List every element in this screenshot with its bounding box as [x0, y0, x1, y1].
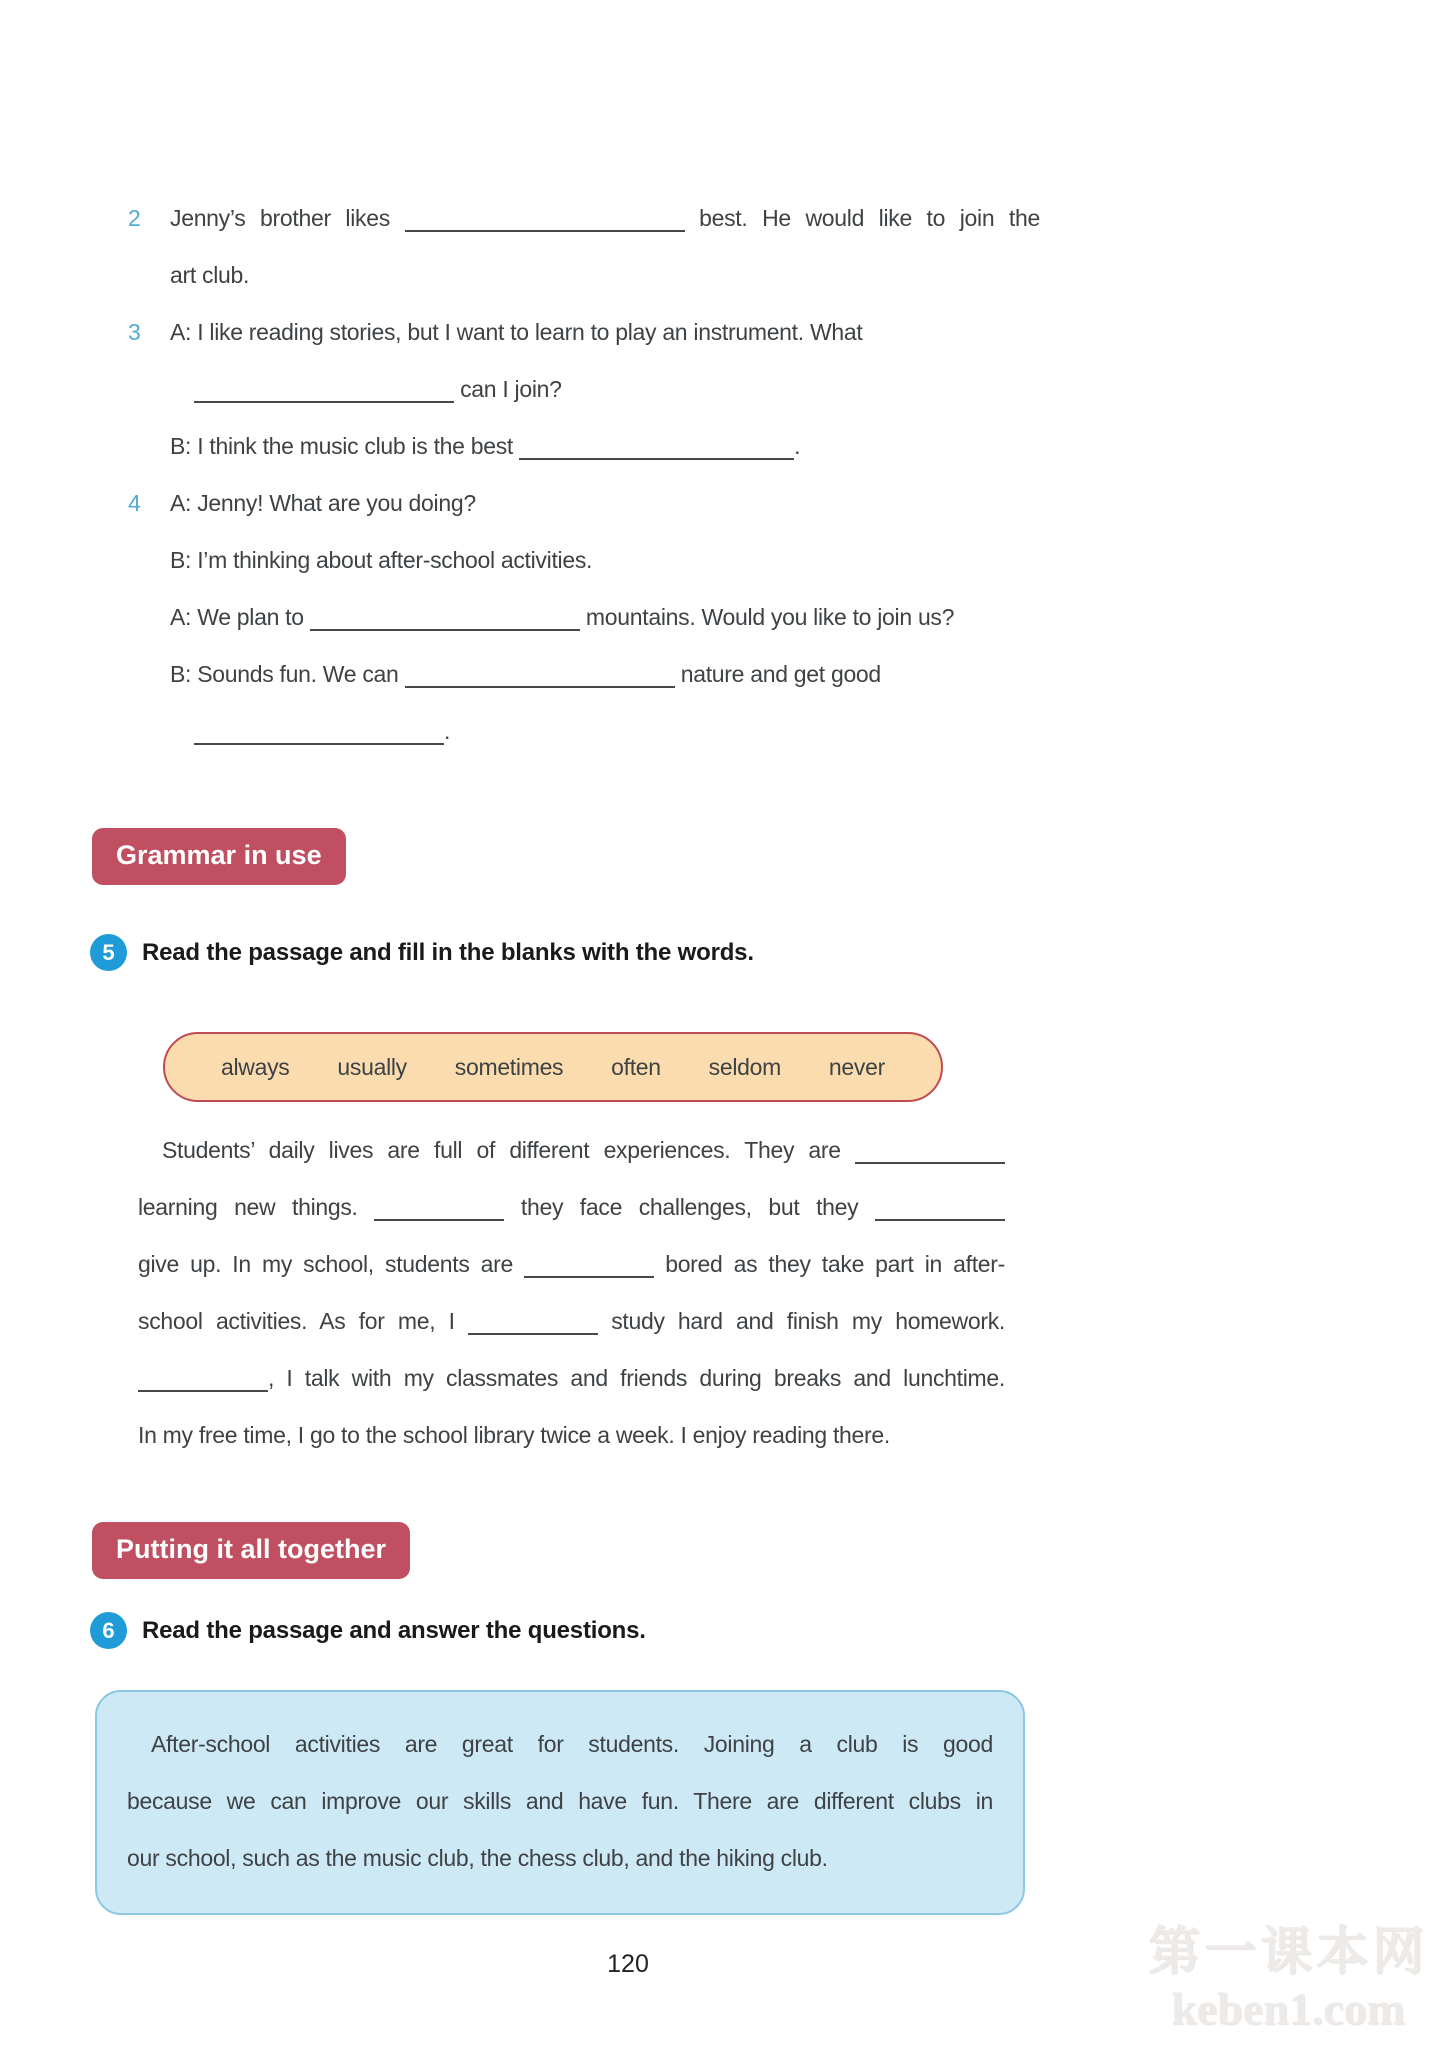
reading-passage-box: [95, 1690, 1025, 1915]
word-bank-item: often: [611, 1053, 661, 1080]
exercise-number-badge: 6: [90, 1612, 127, 1649]
text-line: Jenny’s brother likes best. He would like to join the: [170, 205, 1040, 231]
word-bank-item: seldom: [708, 1053, 782, 1080]
section-badge-putting-it-all-together: Putting it all together: [92, 1522, 410, 1579]
word-bank-item: always: [221, 1053, 290, 1080]
exercise-item: [128, 190, 1040, 304]
text-line: A: We plan to mountains. Would you like to join us?: [170, 604, 955, 630]
text-line: , I talk with my classmates and friends during breaks and lunchtime.: [138, 1350, 1005, 1407]
fill-blank: [468, 1333, 598, 1335]
fill-blank: [855, 1162, 1005, 1164]
text-line: In my free time, I go to the school library twice a week. I enjoy reading there.: [138, 1422, 890, 1448]
item-lines: [170, 304, 1040, 475]
fill-blank: [524, 1276, 654, 1278]
watermark-site-name: 第一课本网: [1147, 1923, 1428, 1981]
fill-blank: [405, 230, 685, 232]
section-badge-grammar-in-use: Grammar in use: [92, 828, 346, 885]
text-line: school activities. As for me, I study hard and finish my homework.: [138, 1308, 1006, 1334]
text-line: Students’ daily lives are full of different experiences. They are: [138, 1122, 1005, 1179]
grammar-passage: [138, 1122, 1005, 1464]
page-number: 120: [607, 1950, 649, 1978]
item-number: 3: [128, 319, 141, 345]
fill-blank: [405, 686, 675, 688]
fill-blank: [374, 1219, 504, 1221]
text-line: A: Jenny! What are you doing?: [170, 490, 476, 516]
exercise-number-badge: 5: [90, 934, 127, 971]
word-bank: [163, 1032, 943, 1102]
text-line: B: I think the music club is the best .: [170, 433, 801, 459]
word-bank-item: usually: [337, 1053, 407, 1080]
fill-blank: [310, 629, 580, 631]
text-line: give up. In my school, students are bored as they take part in after-: [138, 1251, 1005, 1277]
text-line: .: [170, 703, 1040, 760]
text-line: A: I like reading stories, but I want to learn to play an instrument. What: [170, 319, 863, 345]
watermark: [1128, 1922, 1448, 2036]
exercise-item: [128, 304, 1040, 475]
fill-blank: [194, 743, 444, 745]
fill-blank: [519, 458, 794, 460]
text-line: B: Sounds fun. We can nature and get good: [170, 661, 881, 687]
text-line: B: I’m thinking about after-school activities.: [170, 547, 593, 573]
text-line: learning new things. they face challenges, but they: [138, 1179, 1005, 1236]
item-lines: [170, 190, 1040, 304]
exercise-5-header: [90, 934, 754, 971]
text-line: can I join?: [170, 361, 1040, 418]
text-line: art club.: [170, 262, 250, 288]
item-lines: [170, 475, 1040, 760]
fill-blank: [875, 1219, 1005, 1221]
item-number: 4: [128, 490, 141, 516]
fill-in-exercise-list: [128, 190, 1040, 760]
watermark-site-url: keben1.com: [1171, 1983, 1405, 2034]
word-bank-item: sometimes: [454, 1053, 564, 1080]
exercise-item: [128, 475, 1040, 760]
text-line: our school, such as the music club, the chess club, and the hiking club.: [127, 1845, 828, 1871]
fill-blank: [138, 1390, 268, 1392]
exercise-instruction: Read the passage and fill in the blanks with the words.: [142, 938, 754, 966]
word-bank-item: never: [828, 1053, 885, 1080]
item-number: 2: [128, 205, 141, 231]
fill-blank: [194, 401, 454, 403]
exercise-6-header: [90, 1612, 646, 1649]
text-line: because we can improve our skills and have fun. There are different clubs in: [127, 1788, 993, 1814]
text-line: After-school activities are great for students. Joining a club is good: [151, 1731, 993, 1757]
exercise-instruction: Read the passage and answer the questions.: [142, 1616, 646, 1644]
